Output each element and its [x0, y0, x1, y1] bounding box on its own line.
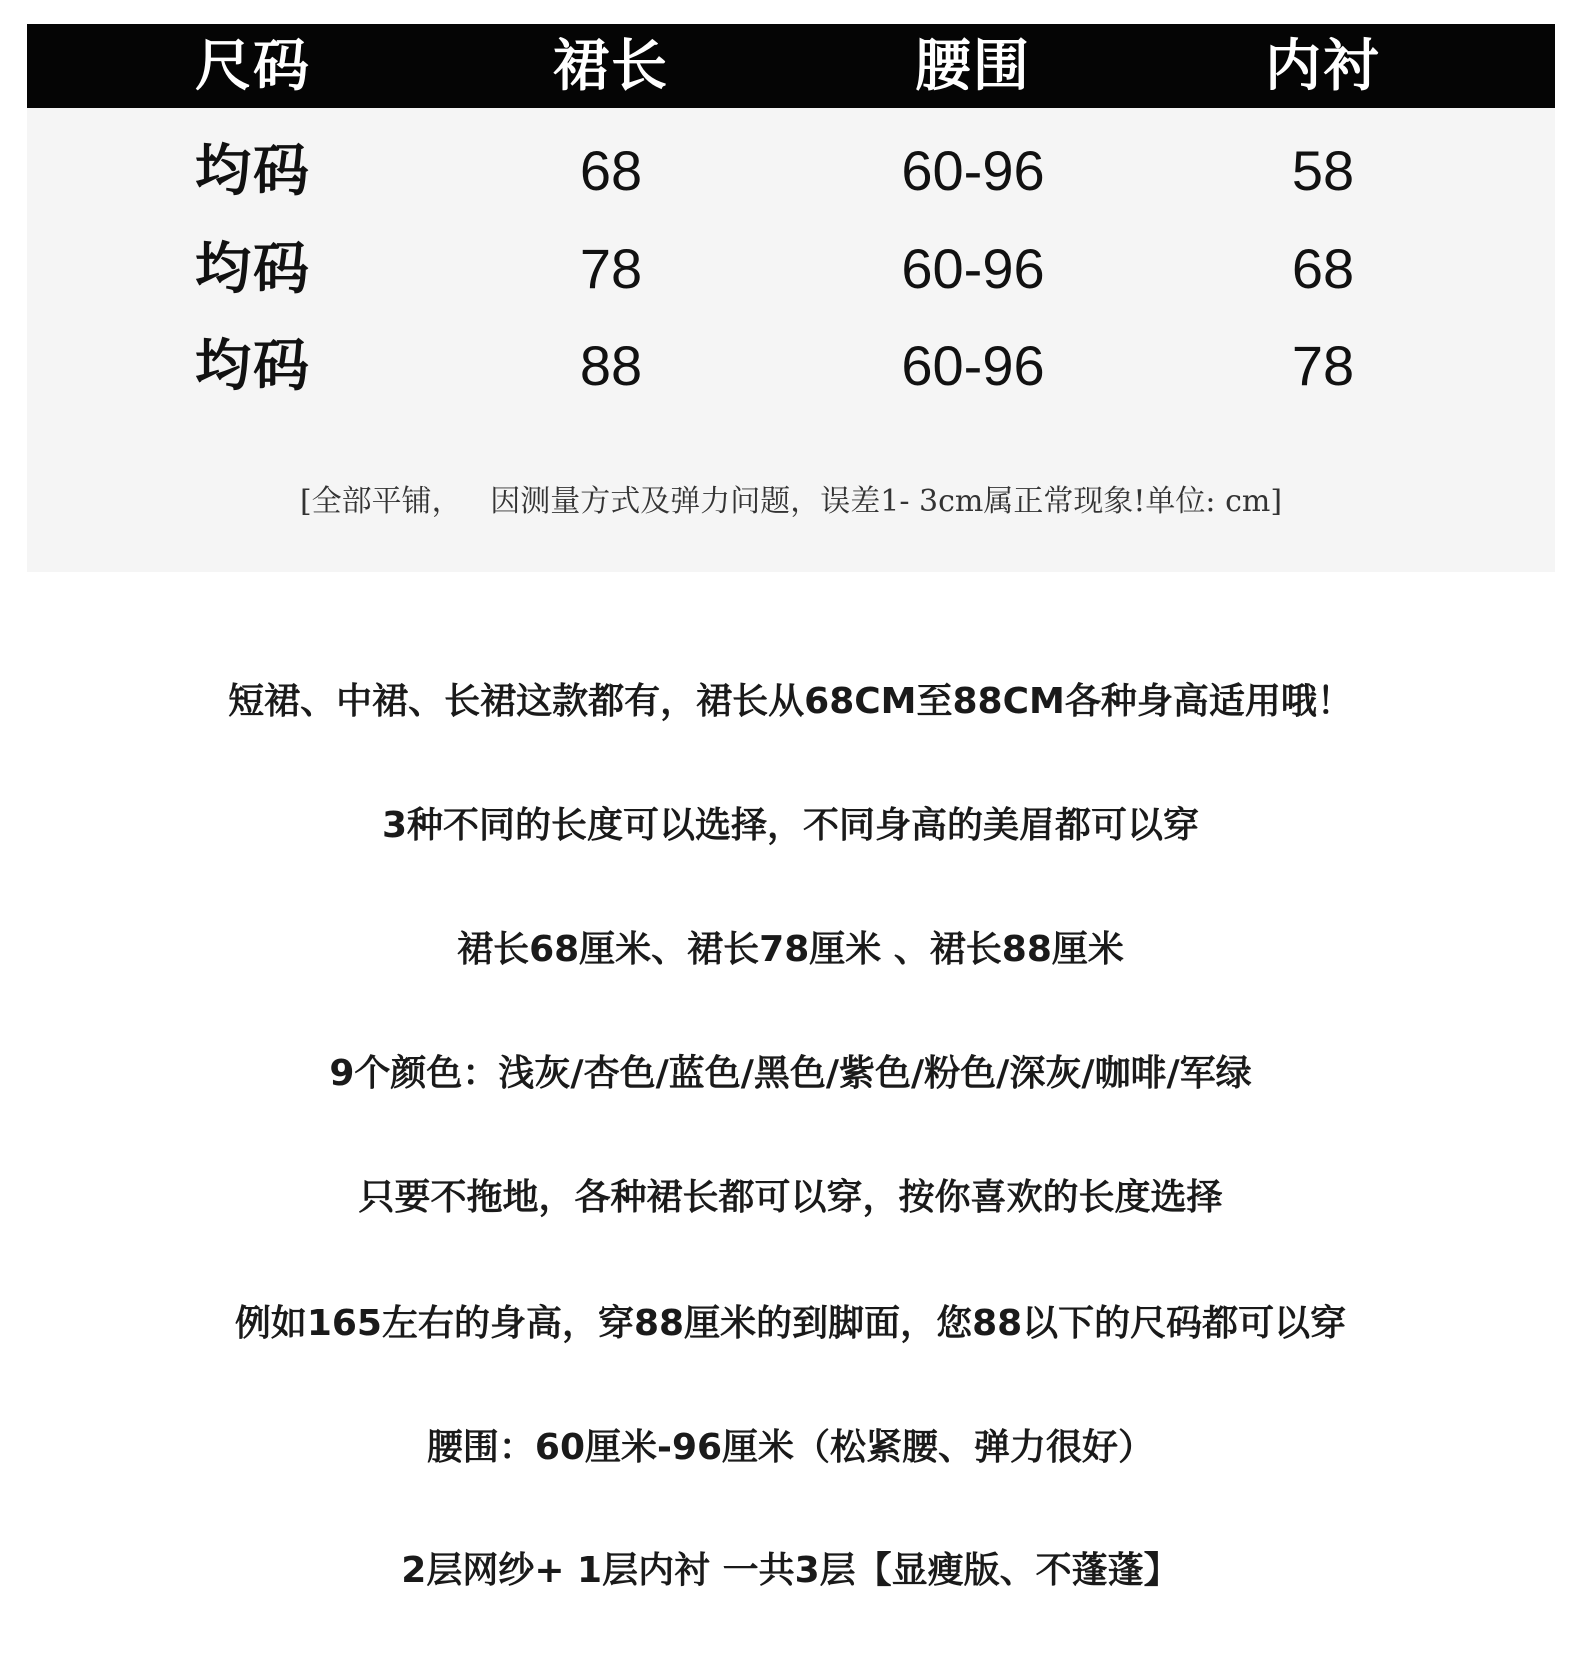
- table-row: [27, 224, 1555, 314]
- description-line: 9个颜色：浅灰/杏色/蓝色/黑色/紫色/粉色/深灰/咖啡/军绿: [329, 1053, 1252, 1094]
- description-line: 3种不同的长度可以选择，不同身高的美眉都可以穿: [381, 805, 1200, 846]
- waist-cell: 60-96: [901, 139, 1045, 202]
- lining-cell: 68: [1291, 237, 1355, 300]
- description-line: 裙长68厘米、裙长78厘米 、裙长88厘米: [457, 929, 1124, 970]
- waist-cell: 60-96: [901, 334, 1045, 397]
- header-size: 尺码: [195, 33, 311, 99]
- size-cell: 均码: [195, 333, 311, 399]
- size-table: [27, 24, 1555, 572]
- header-skirt-length: 裙长: [553, 33, 669, 99]
- description-line: 腰围：60厘米-96厘米（松紧腰、弹力很好）: [426, 1427, 1155, 1468]
- description-line: 短裙、中裙、长裙这款都有，裙长从68CM至88CM各种身高适用哦！: [228, 681, 1353, 722]
- table-row: [27, 321, 1555, 411]
- lining-cell: 58: [1291, 139, 1355, 202]
- skirt-length-cell: 88: [579, 334, 643, 397]
- header-lining: 内衬: [1265, 33, 1381, 99]
- size-cell: 均码: [195, 236, 311, 302]
- description-line: 2层网纱+ 1层内衬 一共3层【显瘦版、不蓬蓬】: [401, 1550, 1180, 1591]
- table-row: [27, 126, 1555, 216]
- table-header: [27, 24, 1555, 108]
- description-line: 例如165左右的身高，穿88厘米的到脚面，您88以下的尺码都可以穿: [234, 1303, 1347, 1344]
- lining-cell: 78: [1291, 334, 1355, 397]
- description-line: 只要不拖地，各种裙长都可以穿，按你喜欢的长度选择: [358, 1177, 1223, 1218]
- measurement-note: [全部平铺， 因测量方式及弹力问题，误差1- 3cm属正常现象!单位: cm]: [299, 484, 1283, 519]
- waist-cell: 60-96: [901, 237, 1045, 300]
- size-cell: 均码: [195, 138, 311, 204]
- skirt-length-cell: 78: [579, 237, 643, 300]
- skirt-length-cell: 68: [579, 139, 643, 202]
- header-waist: 腰围: [915, 33, 1031, 99]
